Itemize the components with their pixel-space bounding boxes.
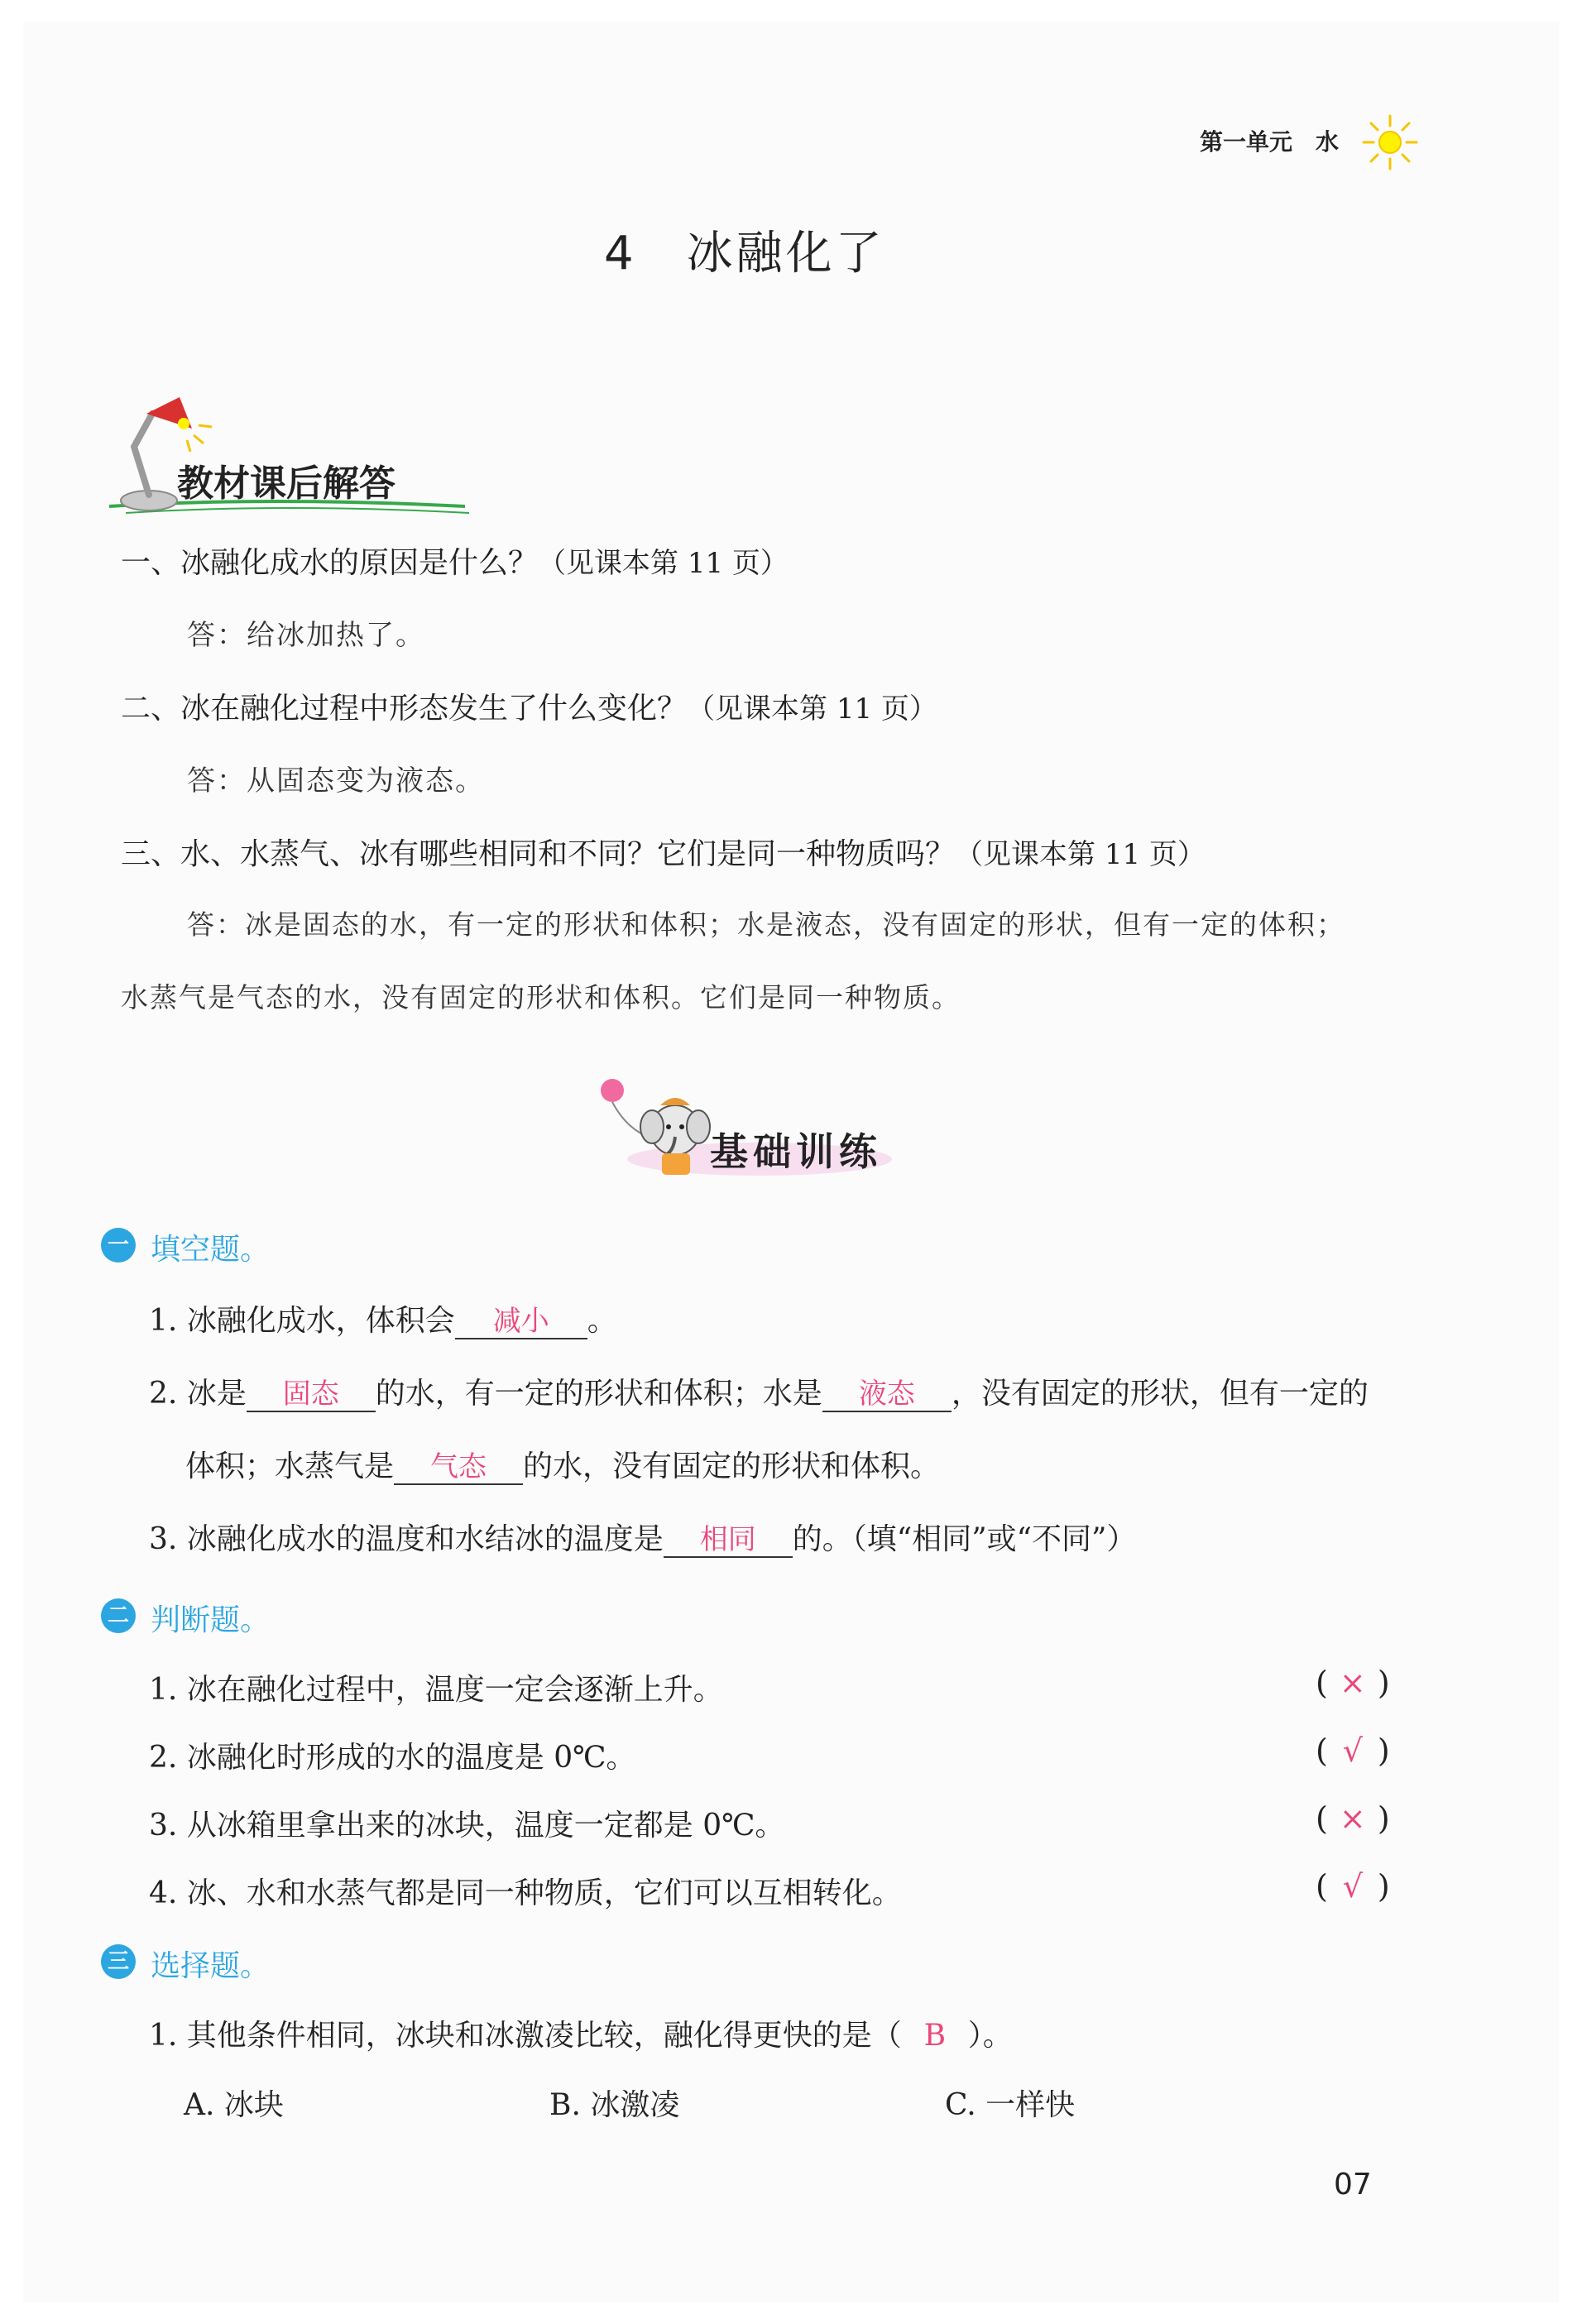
fill-item-2-text-b: 的水，有一定的形状和体积；水是 <box>375 1377 822 1411</box>
section-title-fill: 填空题。 <box>151 1233 271 1267</box>
choice-option-c[interactable]: C. 一样快 <box>945 2088 1076 2122</box>
question-2 <box>121 685 937 727</box>
question-1-text: 一、冰融化成水的原因是什么？ <box>121 546 539 580</box>
question-1-ref: （见课本第 11 页） <box>538 547 789 580</box>
fill-item-3-end: 的。（填“相同”或“不同”） <box>792 1522 1137 1556</box>
judge-mark-3: ( × ) <box>1316 1800 1390 1837</box>
sun-icon <box>1357 109 1423 175</box>
judge-item-1: 1. 冰在融化过程中，温度一定会逐渐上升。 <box>149 1673 723 1707</box>
answer-3-line1: 答：冰是固态的水，有一定的形状和体积；水是液态，没有固定的形状，但有一定的体积； <box>187 908 1345 941</box>
question-3 <box>121 831 1206 873</box>
page-number: 07 <box>1334 2168 1372 2202</box>
fill-blank-2b[interactable]: 液态 <box>822 1378 952 1412</box>
judge-item-2: 2. 冰融化时形成的水的温度是 0℃。 <box>149 1741 636 1775</box>
fill-blank-2c[interactable]: 气态 <box>394 1450 523 1485</box>
fill-item-2-line1 <box>149 1370 1369 1412</box>
fill-item-3 <box>149 1516 1136 1558</box>
choice-option-a[interactable]: A. 冰块 <box>184 2088 284 2122</box>
unit-label: 第一单元 水 <box>1200 128 1340 156</box>
judge-mark-1: ( × ) <box>1316 1665 1390 1701</box>
answer-1: 答：给冰加热了。 <box>187 619 425 652</box>
judge-answer-3[interactable]: × <box>1339 1800 1366 1837</box>
section-badge-fill: 一 <box>101 1228 136 1263</box>
section-title-textbook-answers: 教材课后解答 <box>177 462 396 505</box>
section-badge-choice: 三 <box>101 1944 136 1979</box>
question-3-text: 三、水、水蒸气、冰有哪些相同和不同？它们是同一种物质吗？ <box>121 837 956 871</box>
answer-2: 答：从固态变为液态。 <box>187 764 485 798</box>
judge-answer-2[interactable]: √ <box>1342 1732 1363 1769</box>
fill-item-2-text-a: 2. 冰是 <box>149 1377 247 1411</box>
fill-item-2-line2 <box>185 1443 940 1485</box>
fill-item-2-text-e: 的水，没有固定的形状和体积。 <box>523 1450 941 1483</box>
answer-3-line2: 水蒸气是气态的水，没有固定的形状和体积。它们是同一种物质。 <box>121 981 961 1013</box>
judge-answer-1[interactable]: × <box>1339 1665 1366 1701</box>
question-1 <box>121 539 789 582</box>
choice-item-1 <box>149 2012 1013 2054</box>
fill-item-2-text-c: ，没有固定的形状，但有一定的 <box>951 1377 1369 1411</box>
fill-item-2-text-d: 体积；水蒸气是 <box>185 1450 395 1483</box>
question-2-text: 二、冰在融化过程中形态发生了什么变化？ <box>121 692 688 726</box>
section-title-basic-training: 基础训练 <box>710 1129 882 1174</box>
choice-answer-1[interactable]: B <box>923 2019 947 2053</box>
section-badge-judge: 二 <box>101 1598 136 1633</box>
judge-answer-4[interactable]: √ <box>1342 1868 1363 1905</box>
lesson-title <box>604 217 885 283</box>
fill-blank-3[interactable]: 相同 <box>664 1523 793 1558</box>
choice-item-1-end: ）。 <box>967 2019 1013 2053</box>
judge-item-4: 4. 冰、水和水蒸气都是同一种物质，它们可以互相转化。 <box>149 1876 902 1910</box>
choice-option-b[interactable]: B. 冰激凌 <box>549 2088 680 2122</box>
question-3-ref: （见课本第 11 页） <box>955 838 1206 871</box>
fill-item-1-text: 1. 冰融化成水，体积会 <box>149 1304 455 1338</box>
fill-item-1-end: 。 <box>587 1304 617 1338</box>
lesson-number: 4 <box>604 227 637 280</box>
fill-blank-1[interactable]: 减小 <box>455 1305 587 1339</box>
question-2-ref: （见课本第 11 页） <box>687 692 937 726</box>
choice-item-1-text: 1. 其他条件相同，冰块和冰激凌比较，融化得更快的是（ <box>149 2019 902 2053</box>
lesson-name: 冰融化了 <box>686 227 885 280</box>
fill-item-1 <box>149 1297 617 1339</box>
fill-blank-2a[interactable]: 固态 <box>247 1378 376 1412</box>
judge-mark-4: ( √ ) <box>1316 1868 1390 1905</box>
fill-item-3-text: 3. 冰融化成水的温度和水结冰的温度是 <box>149 1522 664 1556</box>
judge-item-3: 3. 从冰箱里拿出来的冰块，温度一定都是 0℃。 <box>149 1809 785 1842</box>
section-title-judge: 判断题。 <box>151 1603 271 1637</box>
section-title-choice: 选择题。 <box>151 1949 271 1983</box>
judge-mark-2: ( √ ) <box>1316 1732 1390 1769</box>
